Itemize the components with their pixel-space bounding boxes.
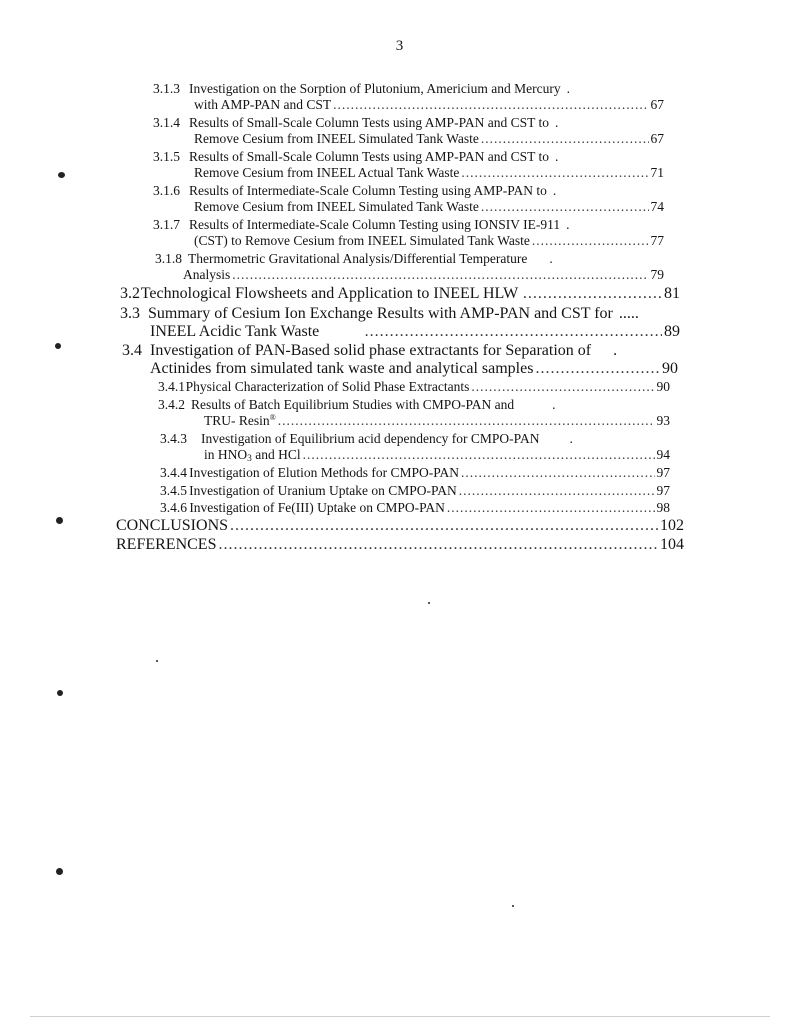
toc-entry-3-4-4[interactable] <box>160 466 670 480</box>
toc-entry-3-4-line2[interactable] <box>150 361 678 377</box>
toc-title: Technological Flowsheets and Application to INEEL HLW <box>140 286 519 302</box>
toc-entry-3-3-line2[interactable] <box>150 324 680 340</box>
toc-entry-3-1-4-line1 <box>153 116 633 130</box>
toc-title: CONCLUSIONS <box>116 518 229 534</box>
toc-title: Results of Intermediate-Scale Column Testing using IONSIV IE-911 <box>189 218 561 232</box>
toc-entry-3-1-4-line2[interactable] <box>194 132 664 146</box>
toc-entry-3-1-8-line2[interactable] <box>183 268 664 282</box>
toc-entry-conclusions[interactable] <box>116 518 684 534</box>
toc-title: Investigation on the Sorption of Plutonium, Americium and Mercury <box>189 82 561 96</box>
scan-speck <box>56 868 63 875</box>
toc-number: 3.4.2 <box>158 398 185 412</box>
scan-speck <box>56 517 63 524</box>
leader-dots <box>333 98 648 112</box>
leader-dots <box>481 200 649 214</box>
toc-page: 93 <box>656 414 670 428</box>
leader-dots <box>535 361 660 377</box>
toc-mark: ..... <box>618 306 639 322</box>
toc-entry-3-2[interactable] <box>120 286 680 302</box>
toc-page: 77 <box>650 234 664 248</box>
leader-dots <box>523 286 662 302</box>
subscript-3: 3 <box>247 454 252 462</box>
toc-number: 3.4 <box>122 343 142 359</box>
toc-number: 3.1.3 <box>153 82 180 96</box>
toc-entry-3-4-3-line2[interactable] <box>204 448 670 462</box>
toc-page: 67 <box>650 132 664 146</box>
toc-title: Investigation of Elution Methods for CMPO-PAN <box>189 466 460 480</box>
toc-number: 3.4.3 <box>160 432 187 446</box>
toc-mark: . <box>569 432 573 446</box>
toc-title-continued: (CST) to Remove Cesium from INEEL Simulated Tank Waste <box>194 234 530 248</box>
bottom-scan-line <box>30 1016 770 1017</box>
leader-dots <box>461 466 654 480</box>
toc-number: 3.3 <box>120 306 140 322</box>
toc-number: 3.4.5 <box>160 484 187 498</box>
toc-entry-3-4-2-line1 <box>158 398 600 412</box>
toc-page: 71 <box>650 166 664 180</box>
toc-page: 89 <box>664 324 680 340</box>
toc-entry-references[interactable] <box>116 537 684 553</box>
toc-title-text: and HCl <box>251 448 301 462</box>
scan-speck <box>55 343 61 349</box>
toc-title-text: TRU- Resin <box>204 414 270 428</box>
toc-number: 3.1.5 <box>153 150 180 164</box>
toc-page: 102 <box>660 518 684 534</box>
toc-page: 81 <box>663 286 680 302</box>
leader-dots <box>365 324 662 340</box>
toc-title-text: in HNO <box>204 448 248 462</box>
scan-speck <box>428 602 430 604</box>
toc-mark: . <box>554 116 559 130</box>
registered-mark: ® <box>269 414 276 422</box>
toc-entry-3-3-line1 <box>120 306 680 322</box>
page-number: 3 <box>395 38 404 54</box>
toc-entry-3-1-3-line2[interactable] <box>194 98 664 112</box>
toc-mark: . <box>613 343 618 359</box>
toc-title: Investigation of Uranium Uptake on CMPO-PAN <box>189 484 457 498</box>
toc-title-continued: with AMP-PAN and CST <box>194 98 332 112</box>
toc-title-continued: Remove Cesium from INEEL Actual Tank Waste <box>194 166 460 180</box>
toc-title-continued <box>204 448 301 462</box>
scan-speck <box>512 905 514 907</box>
leader-dots <box>232 268 648 282</box>
toc-page: 97 <box>656 466 670 480</box>
leader-dots <box>481 132 649 146</box>
toc-mark: . <box>566 82 570 96</box>
toc-title: Thermometric Gravitational Analysis/Differential Temperature <box>188 252 528 266</box>
toc-entry-3-1-3-line1 <box>153 82 633 96</box>
toc-title-continued: Analysis <box>183 268 231 282</box>
leader-dots <box>461 166 648 180</box>
toc-title: Results of Batch Equilibrium Studies with CMPO-PAN and <box>191 398 515 412</box>
leader-dots <box>303 448 655 462</box>
toc-entry-3-4-5[interactable] <box>160 484 670 498</box>
toc-number: 3.1.7 <box>153 218 180 232</box>
toc-mark: . <box>554 150 559 164</box>
toc-entry-3-1-7-line2[interactable] <box>194 234 664 248</box>
toc-number: 3.4.6 <box>160 501 187 515</box>
toc-entry-3-4-line1 <box>122 343 642 359</box>
leader-dots <box>471 380 654 394</box>
toc-number: 3.4.1 <box>158 380 185 394</box>
toc-number: 3.2 <box>120 286 140 302</box>
toc-title-continued: Remove Cesium from INEEL Simulated Tank Waste <box>194 132 479 146</box>
toc-mark: . <box>552 184 557 198</box>
scan-speck <box>58 172 65 178</box>
toc-page: 94 <box>656 448 670 462</box>
toc-mark: . <box>566 218 570 232</box>
toc-mark: . <box>549 252 553 266</box>
toc-page: 79 <box>650 268 664 282</box>
toc-title-continued: Remove Cesium from INEEL Simulated Tank Waste <box>194 200 479 214</box>
toc-title-continued: INEEL Acidic Tank Waste <box>150 324 320 340</box>
toc-page: 90 <box>656 380 670 394</box>
toc-number: 3.1.8 <box>155 252 182 266</box>
toc-title-continued <box>204 414 276 428</box>
toc-entry-3-1-7-line1 <box>153 218 633 232</box>
toc-entry-3-1-5-line1 <box>153 150 633 164</box>
toc-entry-3-1-6-line1 <box>153 184 633 198</box>
toc-title: Physical Characterization of Solid Phase Extractants <box>185 380 470 394</box>
toc-number: 3.1.6 <box>153 184 180 198</box>
toc-page: 97 <box>656 484 670 498</box>
toc-page: 74 <box>650 200 664 214</box>
toc-title: Results of Small-Scale Column Tests using AMP-PAN and CST to <box>189 116 549 130</box>
toc-number: 3.1.4 <box>153 116 180 130</box>
toc-title: Summary of Cesium Ion Exchange Results with AMP-PAN and CST for <box>148 306 613 322</box>
toc-page: 104 <box>660 537 684 553</box>
leader-dots <box>218 537 658 553</box>
toc-entry-3-1-6-line2[interactable] <box>194 200 664 214</box>
toc-page: 98 <box>656 501 670 515</box>
leader-dots <box>532 234 649 248</box>
toc-entry-3-1-8-line1 <box>155 252 615 266</box>
toc-title: REFERENCES <box>116 537 217 553</box>
toc-mark: . <box>552 398 556 412</box>
toc-entry-3-4-2-line2[interactable] <box>204 414 670 428</box>
toc-title: Results of Small-Scale Column Tests using AMP-PAN and CST to <box>189 150 549 164</box>
toc-entry-3-4-3-line1 <box>160 432 615 446</box>
toc-entry-3-1-5-line2[interactable] <box>194 166 664 180</box>
leader-dots <box>278 414 655 428</box>
toc-page: 67 <box>650 98 664 112</box>
scan-speck <box>156 660 158 662</box>
toc-title: Results of Intermediate-Scale Column Testing using AMP-PAN to <box>189 184 547 198</box>
toc-title: Investigation of Fe(III) Uptake on CMPO-PAN <box>189 501 445 515</box>
toc-title: Investigation of PAN-Based solid phase extractants for Separation of <box>150 343 592 359</box>
leader-dots <box>459 484 655 498</box>
toc-title-continued: Actinides from simulated tank waste and analytical samples <box>150 361 534 377</box>
toc-number: 3.4.4 <box>160 466 187 480</box>
leader-dots <box>447 501 655 515</box>
toc-page: 90 <box>662 361 678 377</box>
toc-title: Investigation of Equilibrium acid dependency for CMPO-PAN <box>201 432 540 446</box>
toc-entry-3-4-6[interactable] <box>160 501 670 515</box>
toc-entry-3-4-1[interactable] <box>158 380 670 394</box>
leader-dots <box>230 518 658 534</box>
scan-speck <box>57 690 63 696</box>
